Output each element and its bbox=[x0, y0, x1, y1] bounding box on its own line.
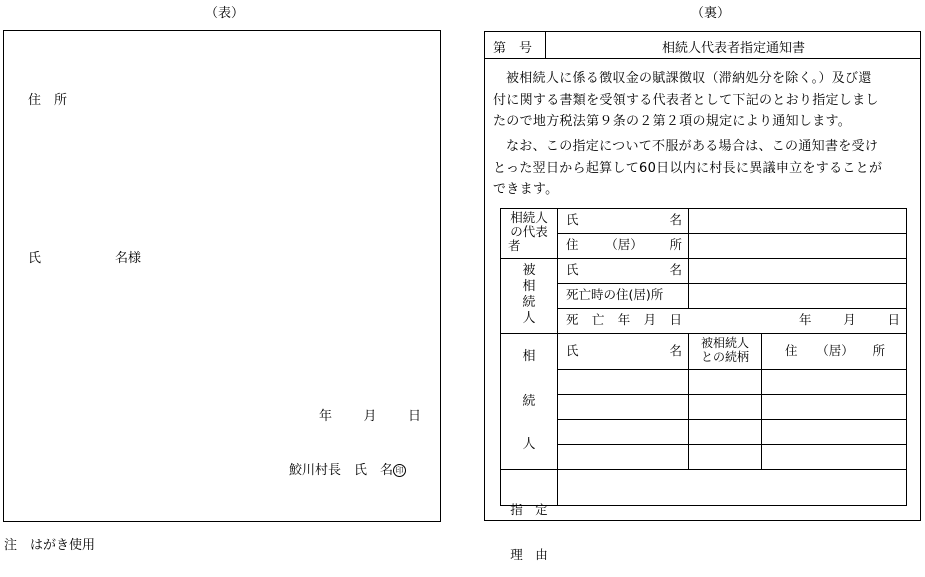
heirs-relation-header bbox=[689, 337, 761, 364]
heirs-row-divider-2 bbox=[557, 394, 907, 395]
paragraph-2-line-1: なお、この指定について不服がある場合は、この通知書を受け bbox=[506, 139, 879, 154]
heirs-label-char-2: 続 bbox=[522, 394, 536, 409]
rep-address-right: 所 bbox=[669, 237, 682, 252]
front-name-suffix: 名様 bbox=[115, 251, 142, 266]
death-date-char-3: 年 bbox=[617, 312, 631, 327]
death-date-char-5: 日 bbox=[669, 312, 682, 327]
rep-name-right: 名 bbox=[669, 212, 682, 227]
rep-address-left: 住 bbox=[566, 237, 579, 252]
paragraph-1-line-3: たので地方税法第９条の２第２項の規定により通知します。 bbox=[493, 114, 852, 129]
death-date-day: 日 bbox=[887, 312, 900, 327]
decedent-name-left: 氏 bbox=[566, 262, 579, 277]
paragraph-1-line-1: 被相続人に係る徴収金の賦課徴収（滞納処分を除く。）及び還 bbox=[506, 71, 872, 86]
front-date bbox=[319, 405, 421, 424]
heirs-row-divider-1 bbox=[557, 369, 907, 370]
front-card bbox=[3, 30, 441, 522]
heirs-name-header bbox=[566, 344, 682, 358]
death-date-char-2: 亡 bbox=[591, 312, 605, 327]
rep-row-divider bbox=[557, 233, 907, 234]
notice-paragraph-1 bbox=[493, 68, 918, 133]
decedent-name-field-label bbox=[566, 263, 682, 277]
reason-label-line-2: 理 由 bbox=[510, 547, 548, 562]
decedent-row-divider-2 bbox=[557, 308, 907, 309]
decedent-address-field-label: 死亡時の住(居)所 bbox=[566, 287, 664, 302]
heirs-label-char-3: 人 bbox=[522, 437, 536, 452]
front-date-month: 月 bbox=[363, 409, 377, 424]
rep-address-mid: （居） bbox=[605, 237, 643, 252]
reason-label-line-1: 指 定 bbox=[510, 502, 548, 517]
death-date-char-4: 月 bbox=[643, 312, 657, 327]
notice-paragraph-2 bbox=[493, 136, 918, 201]
front-issuer-text: 鮫川村長 氏 名 bbox=[289, 463, 394, 478]
notice-title: 相続人代表者指定通知書 bbox=[661, 41, 805, 56]
decedent-label-char-3: 続 bbox=[522, 295, 536, 310]
rep-label bbox=[501, 211, 557, 253]
section-divider-1 bbox=[500, 258, 907, 259]
decedent-label-char-1: 被 bbox=[522, 263, 536, 278]
death-date-year: 年 bbox=[799, 312, 812, 327]
heirs-address-header bbox=[785, 344, 885, 358]
front-address-label: 住 所 bbox=[28, 93, 68, 108]
heirs-name-right: 名 bbox=[669, 343, 682, 358]
heirs-name-left: 氏 bbox=[566, 343, 579, 358]
rep-name-left: 氏 bbox=[566, 212, 579, 227]
rep-label-line-1: 相続人 bbox=[510, 210, 548, 225]
table-col-relation-divider bbox=[761, 333, 762, 469]
heirs-address-left: 住 bbox=[785, 343, 798, 358]
decedent-death-date-value bbox=[799, 313, 900, 327]
heirs-address-right: 所 bbox=[872, 343, 885, 358]
heirs-label-char-1: 相 bbox=[522, 349, 536, 364]
title-row-divider bbox=[484, 58, 921, 59]
front-issuer bbox=[289, 459, 406, 478]
paragraph-1-line-2: 付に関する書類を受領する代表者として下記のとおり指定しまし bbox=[493, 92, 879, 108]
rep-name-field-label bbox=[566, 213, 682, 227]
decedent-death-date-field-label bbox=[566, 313, 682, 327]
death-date-month: 月 bbox=[843, 312, 856, 327]
front-header: （表） bbox=[205, 6, 245, 21]
paragraph-2-line-2: とった翌日から起算して60日以内に村長に異議申立をすることが bbox=[493, 160, 883, 176]
relation-header-line-2: との続柄 bbox=[700, 349, 749, 364]
back-header: （裏） bbox=[691, 6, 731, 21]
section-divider-2 bbox=[500, 333, 907, 334]
front-date-day: 日 bbox=[407, 409, 421, 424]
relation-header-line-1: 被相続人 bbox=[700, 336, 749, 350]
decedent-name-right: 名 bbox=[669, 262, 682, 277]
death-date-char-1: 死 bbox=[566, 312, 579, 327]
rep-label-line-2: の代表 bbox=[510, 224, 548, 239]
heirs-row-divider-3 bbox=[557, 419, 907, 420]
decedent-label-char-2: 相 bbox=[522, 279, 536, 294]
number-label: 第 号 bbox=[493, 41, 533, 56]
decedent-label-char-4: 人 bbox=[522, 311, 536, 326]
decedent-label bbox=[521, 263, 537, 327]
seal-mark: 印 bbox=[393, 464, 406, 477]
front-date-year: 年 bbox=[319, 409, 333, 424]
rep-address-field-label bbox=[566, 238, 682, 252]
table-col-label-divider bbox=[557, 208, 558, 506]
paragraph-2-line-3: できます。 bbox=[493, 182, 559, 197]
reason-label bbox=[501, 472, 557, 577]
section-divider-3 bbox=[500, 469, 907, 470]
decedent-row-divider-1 bbox=[557, 283, 907, 284]
rep-label-line-3: 者 bbox=[508, 238, 521, 253]
front-name-label: 氏 bbox=[28, 251, 42, 266]
note: 注 はがき使用 bbox=[4, 538, 96, 553]
heirs-row-divider-4 bbox=[557, 444, 907, 445]
heirs-address-mid: （居） bbox=[816, 343, 854, 358]
